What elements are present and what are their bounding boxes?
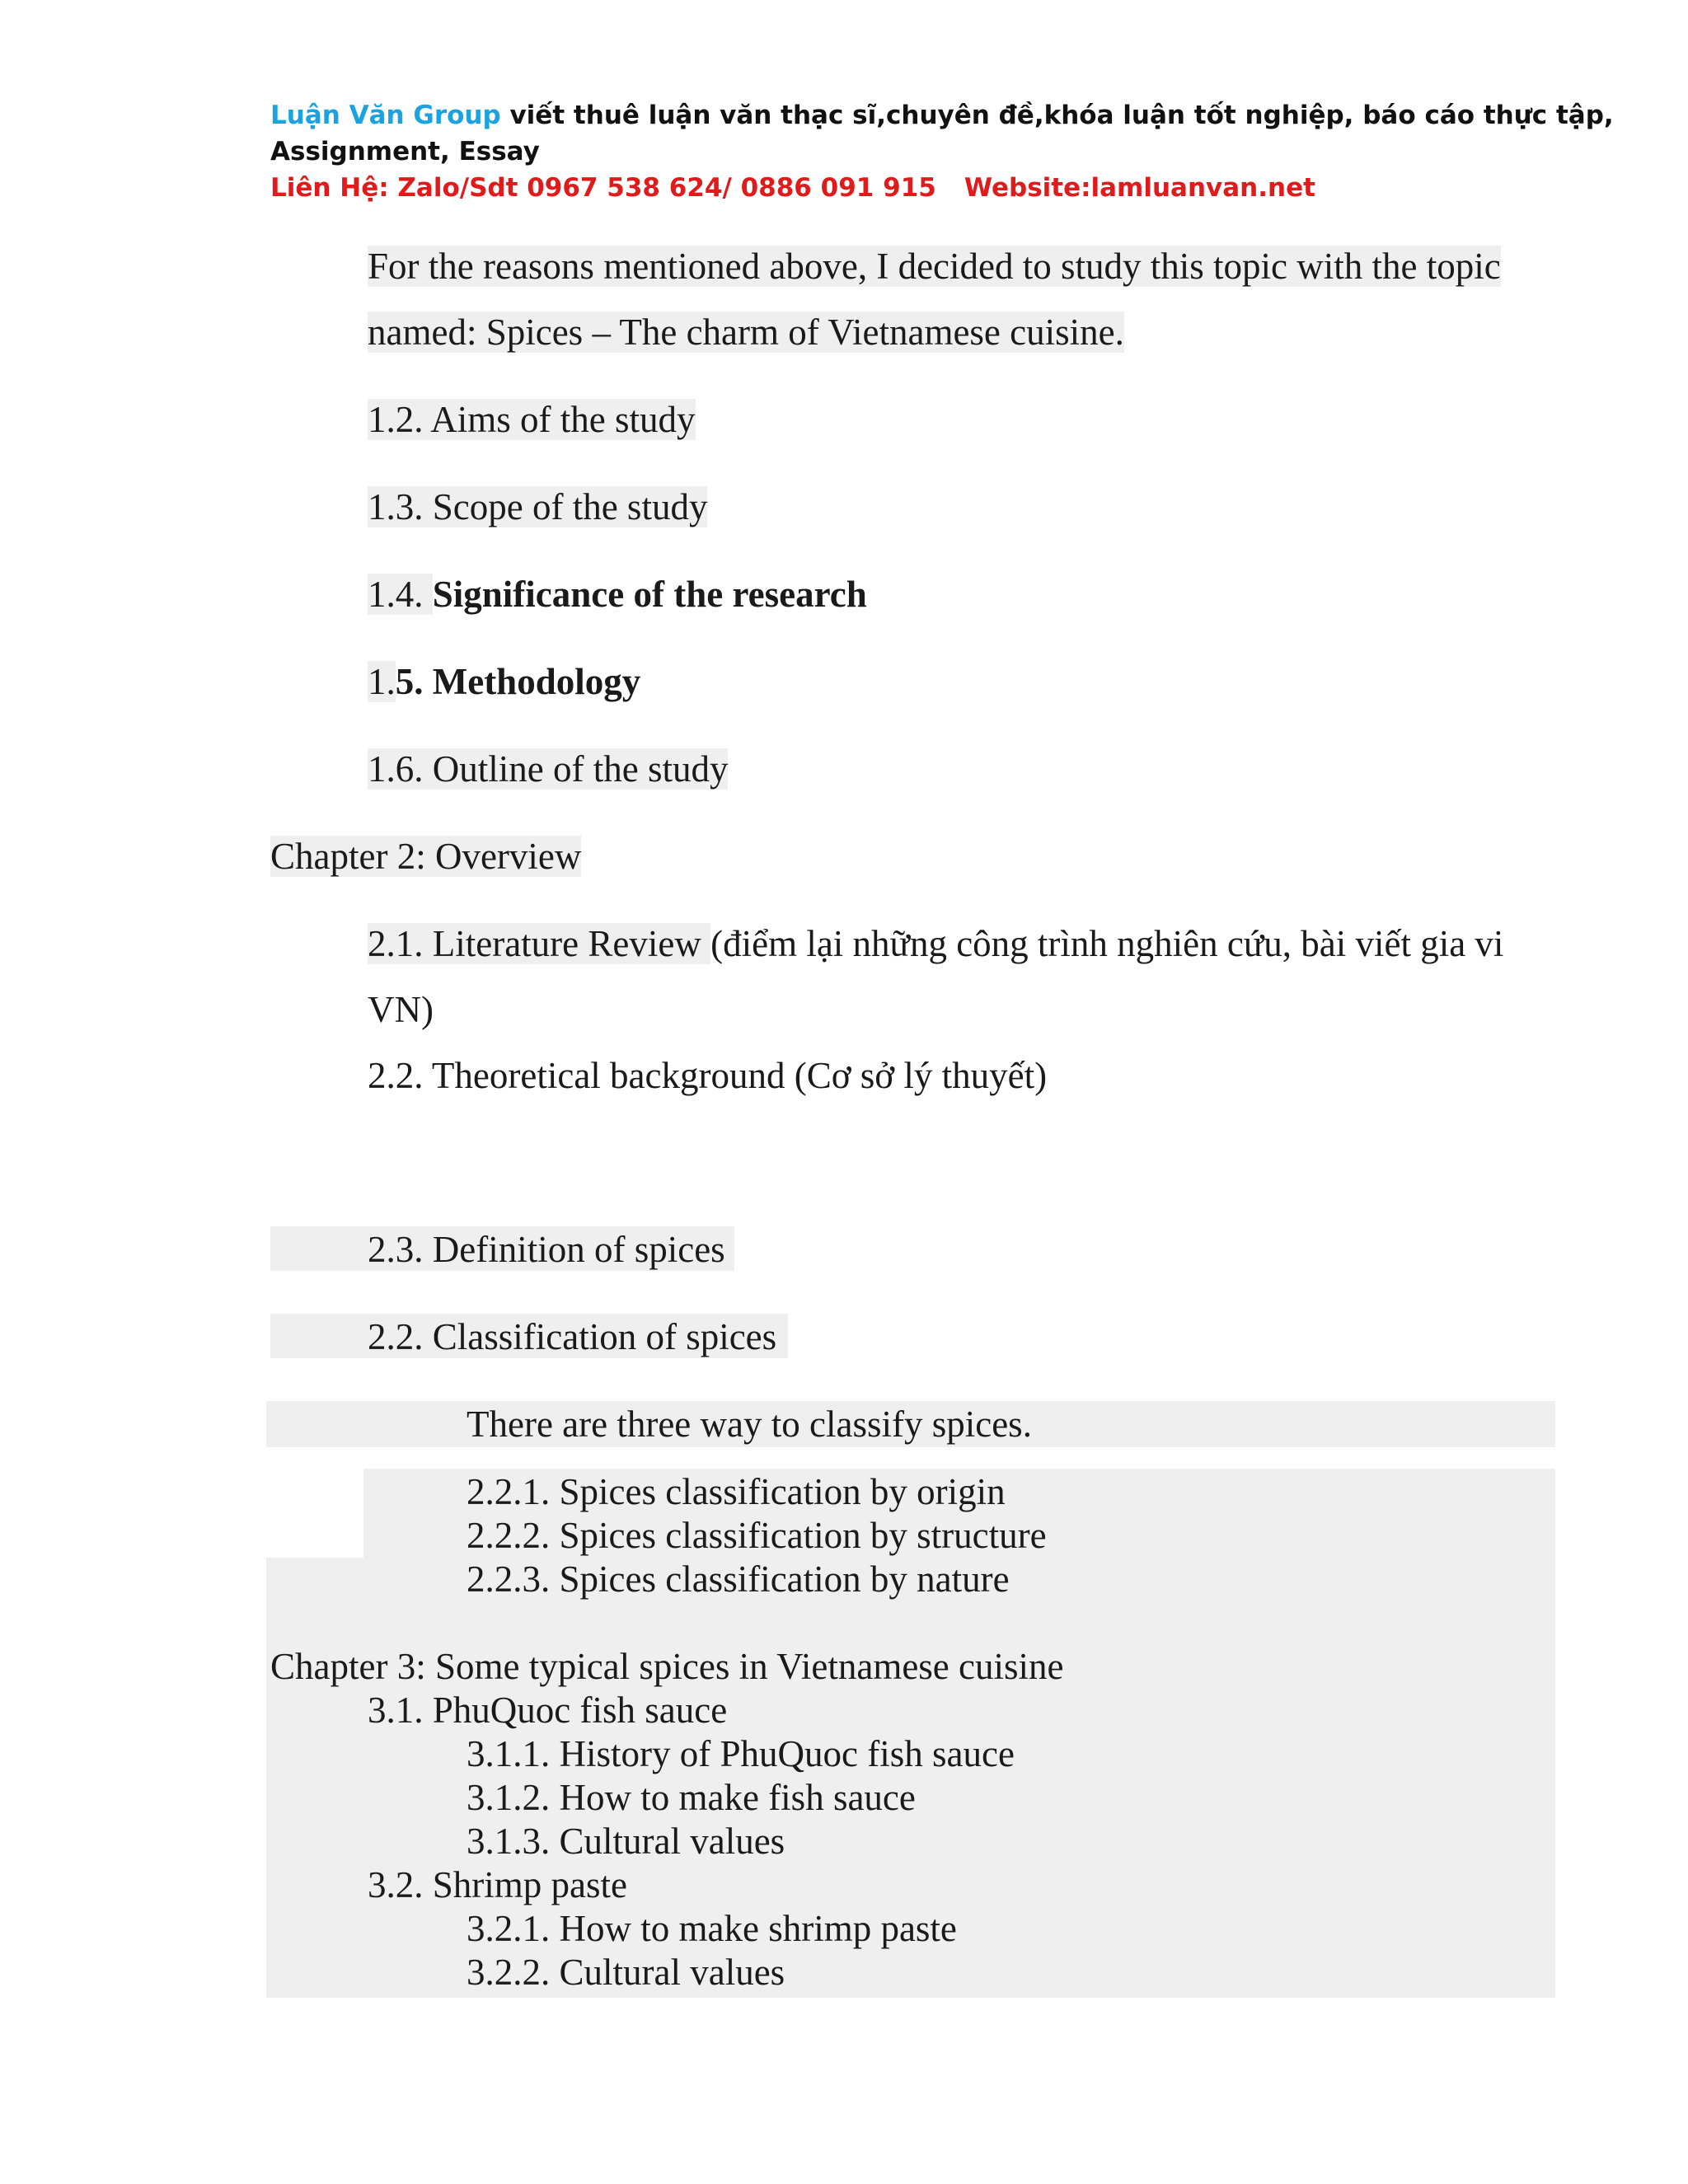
- section-1-5: 1.5. Methodology: [368, 661, 641, 702]
- header-contact-line: [270, 170, 1315, 206]
- section-3-2: 3.2. Shrimp paste: [368, 1864, 627, 1905]
- header-line-1: [270, 97, 1614, 134]
- intro-line-1: For the reasons mentioned above, I decided to study this topic with the topic: [368, 246, 1501, 287]
- section-2-1-cont: VN): [368, 989, 434, 1030]
- section-1-3: 1.3. Scope of the study: [368, 486, 708, 527]
- header-contact: Liên Hệ: Zalo/Sdt 0967 538 624/ 0886 091 915: [270, 173, 936, 203]
- header-tagline: viết thuê luận văn thạc sĩ,chuyên đề,khóa luận tốt nghiệp, báo cáo thực tập,: [500, 101, 1614, 130]
- header-website: Website:lamluanvan.net: [964, 173, 1315, 203]
- section-3-1: 3.1. PhuQuoc fish sauce: [368, 1690, 728, 1731]
- chapter-2-heading: Chapter 2: Overview: [270, 836, 582, 877]
- section-3-1-3: 3.1.3. Cultural values: [467, 1821, 785, 1862]
- list-item-2-2-1: 2.2.1. Spices classification by origin: [467, 1471, 1006, 1512]
- list-item-2-2-3: 2.2.3. Spices classification by nature: [467, 1558, 1010, 1600]
- list-item-2-2-2: 2.2.2. Spices classification by structure: [467, 1515, 1047, 1556]
- section-3-2-2: 3.2.2. Cultural values: [467, 1952, 785, 1993]
- section-3-1-1: 3.1.1. History of PhuQuoc fish sauce: [467, 1733, 1015, 1774]
- section-2-2-classification: 2.2. Classification of spices: [368, 1316, 777, 1357]
- chapter-3-heading: Chapter 3: Some typical spices in Vietnamese cuisine: [270, 1646, 1064, 1687]
- section-3-1-2: 3.1.2. How to make fish sauce: [467, 1777, 916, 1818]
- section-1-2: 1.2. Aims of the study: [368, 399, 696, 440]
- section-2-3: 2.3. Definition of spices: [368, 1229, 725, 1270]
- brand-name: Luận Văn Group: [270, 101, 501, 130]
- section-2-2-theoretical: 2.2. Theoretical background (Cơ sở lý thuyết): [368, 1055, 1048, 1096]
- three-ways-text: There are three way to classify spices.: [467, 1404, 1032, 1445]
- section-3-2-1: 3.2.1. How to make shrimp paste: [467, 1908, 957, 1949]
- section-2-1: 2.1. Literature Review (điểm lại những công trình nghiên cứu, bài viết gia vi: [368, 923, 1504, 964]
- header-tagline-2: Assignment, Essay: [270, 137, 540, 166]
- section-1-4: 1.4. Significance of the research: [368, 574, 867, 615]
- section-1-6: 1.6. Outline of the study: [368, 748, 729, 790]
- intro-line-2: named: Spices – The charm of Vietnamese cuisine.: [368, 312, 1124, 353]
